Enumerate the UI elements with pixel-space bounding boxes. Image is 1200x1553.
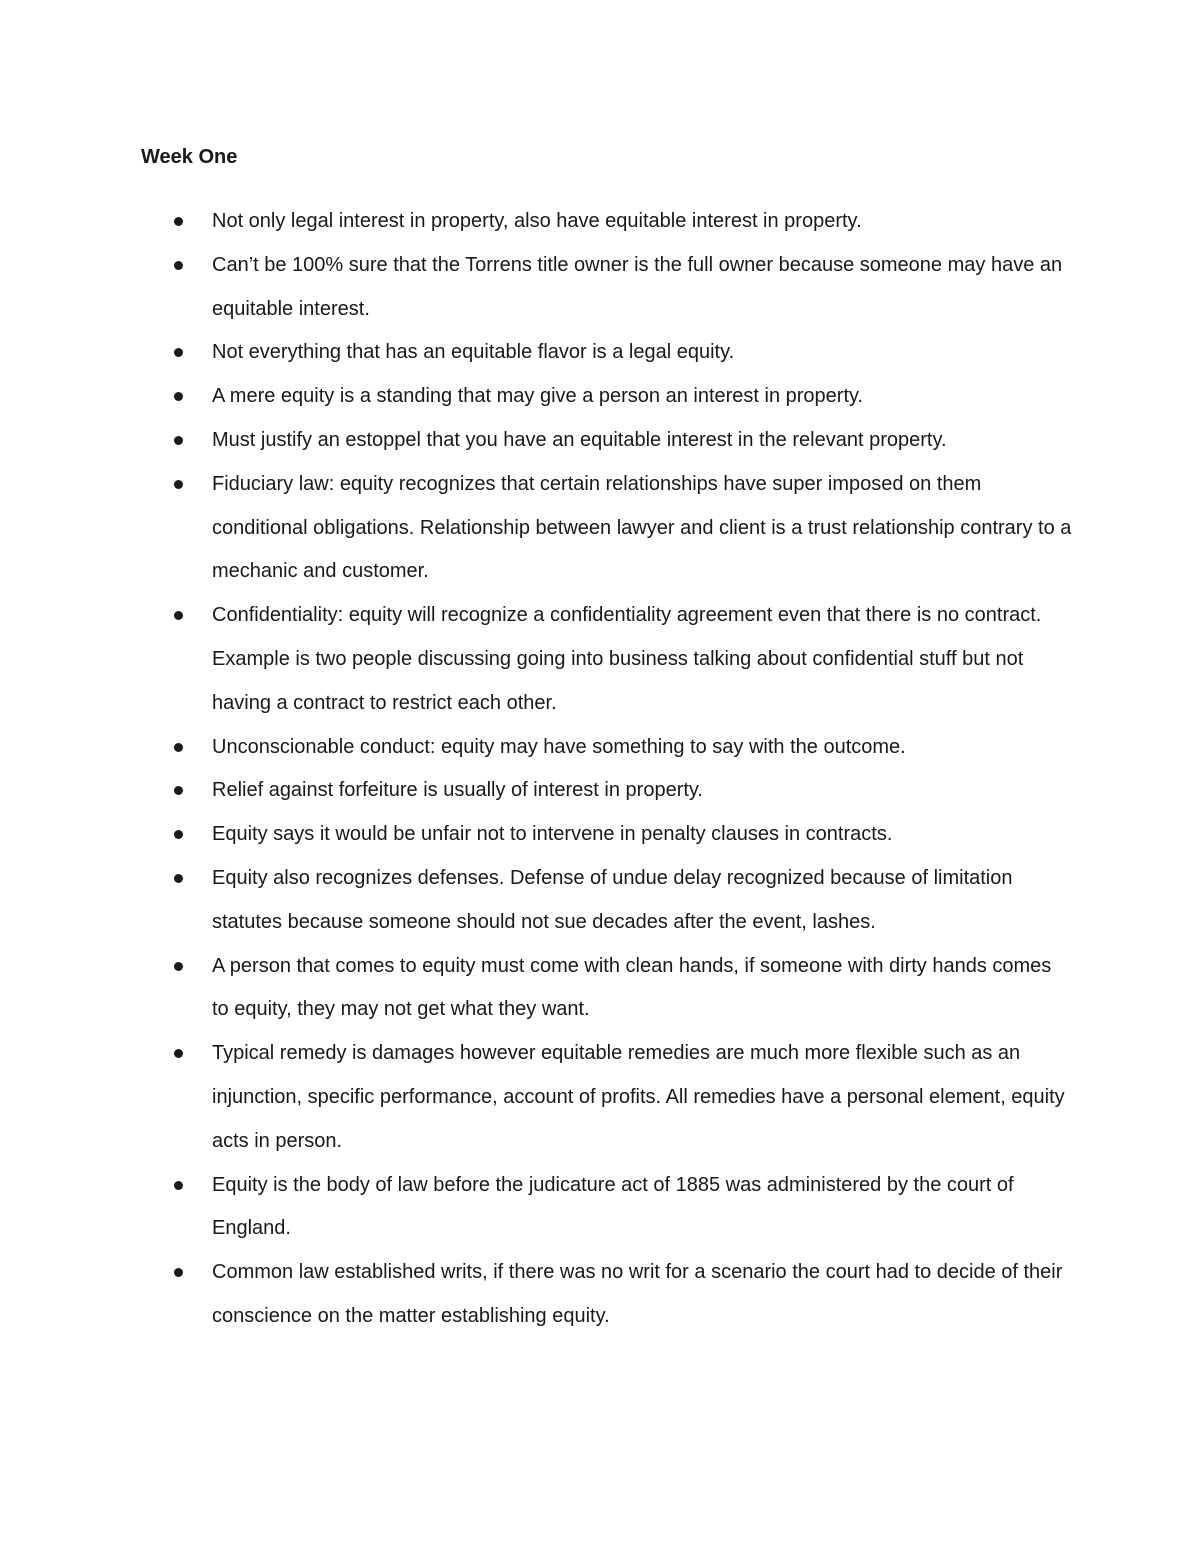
- note-text: Equity is the body of law before the judicature act of 1885 was administered by the court of England.: [212, 1173, 1014, 1240]
- note-item: [0, 813, 1072, 857]
- bullet-icon: [174, 261, 183, 270]
- bullet-icon: [174, 348, 183, 357]
- bullet-icon: [174, 830, 183, 839]
- bullet-icon: [174, 1181, 183, 1190]
- note-text: Typical remedy is damages however equitable remedies are much more flexible such as an injunction, specific performance, account of profits. All remedies have a personal element, equity acts in person.: [212, 1042, 1065, 1152]
- page-heading: Week One: [141, 146, 238, 168]
- note-item: [0, 769, 1072, 813]
- note-text: Not everything that has an equitable flavor is a legal equity.: [212, 341, 735, 364]
- note-item: [0, 857, 1072, 945]
- note-text: Can’t be 100% sure that the Torrens title owner is the full owner because someone may have an equitable interest.: [212, 253, 1063, 320]
- bullet-icon: [174, 436, 183, 445]
- note-item: [0, 1164, 1072, 1252]
- note-text: Must justify an estoppel that you have an equitable interest in the relevant property.: [212, 428, 947, 451]
- note-text: Equity also recognizes defenses. Defense of undue delay recognized because of limitation statutes because someone should not sue decades after the event, lashes.: [212, 866, 1013, 933]
- note-item: [0, 331, 1072, 375]
- note-text: Relief against forfeiture is usually of interest in property.: [212, 779, 703, 802]
- note-text: Fiduciary law: equity recognizes that certain relationships have super imposed on them conditional obligations. Relationship between lawyer and client is a trust relationship contrary to a mechanic and customer.: [212, 472, 1072, 583]
- bullet-icon: [174, 743, 183, 752]
- note-item: [0, 463, 1072, 594]
- note-item: [0, 726, 1072, 770]
- note-text: Confidentiality: equity will recognize a confidentiality agreement even that there is no contract. Example is two people discussing going into business talking about confidential stuff but not having a contract to restrict each other.: [212, 604, 1042, 714]
- bullet-icon: [174, 786, 183, 795]
- bullet-icon: [174, 1268, 183, 1277]
- note-item: [0, 200, 1072, 244]
- note-item: [0, 419, 1072, 463]
- notes-list: [0, 200, 1200, 1339]
- bullet-icon: [174, 217, 183, 226]
- bullet-icon: [174, 1049, 183, 1058]
- bullet-icon: [174, 392, 183, 401]
- note-item: [0, 594, 1072, 725]
- note-item: [0, 1251, 1072, 1339]
- note-text: A mere equity is a standing that may give a person an interest in property.: [212, 385, 864, 408]
- note-item: [0, 244, 1072, 332]
- note-text: Equity says it would be unfair not to intervene in penalty clauses in contracts.: [212, 823, 893, 846]
- note-item: [0, 375, 1072, 419]
- bullet-icon: [174, 611, 183, 620]
- note-text: A person that comes to equity must come with clean hands, if someone with dirty hands comes to equity, they may not get what they want.: [212, 954, 1052, 1021]
- bullet-icon: [174, 480, 183, 489]
- note-item: [0, 945, 1072, 1033]
- bullet-icon: [174, 962, 183, 971]
- note-item: [0, 1032, 1072, 1163]
- note-text: Not only legal interest in property, also have equitable interest in property.: [212, 210, 862, 232]
- note-text: Unconscionable conduct: equity may have something to say with the outcome.: [212, 735, 906, 758]
- note-text: Common law established writs, if there was no writ for a scenario the court had to decide of their conscience on the matter establishing equity.: [212, 1261, 1063, 1327]
- bullet-icon: [174, 874, 183, 883]
